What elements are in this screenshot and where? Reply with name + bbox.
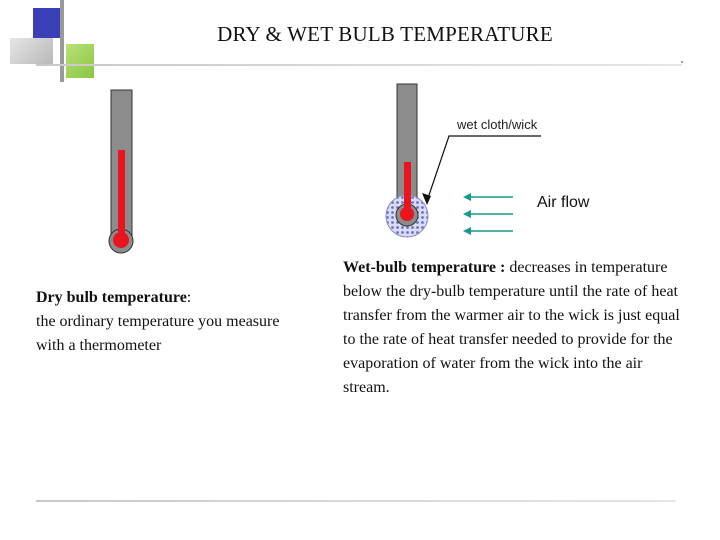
dry-bulb-description: the ordinary temperature you measure with a thermometer <box>36 313 280 354</box>
airflow-arrows <box>463 193 513 235</box>
airflow-arrow <box>463 210 513 218</box>
wick-pointer <box>422 136 541 205</box>
dry-mercury-bulb <box>113 232 129 248</box>
airflow-arrow <box>463 227 513 235</box>
airflow-label: Air flow <box>537 194 590 211</box>
dry-bulb-definition <box>36 286 296 358</box>
dry-bulb-term: Dry bulb temperature <box>36 289 187 306</box>
wet-mercury-column <box>404 162 411 214</box>
airflow-arrow <box>463 193 513 201</box>
slide-title: DRY & WET BULB TEMPERATURE <box>217 22 553 46</box>
wet-bulb-thermometer <box>386 84 428 237</box>
wet-bulb-description: decreases in temperature below the dry-bulb temperature until the rate of heat transfer from the warmer air to the wick is just equal to the rate of heat transfer needed to provide for the evaporation of water from the wick into the air stream. <box>343 259 680 396</box>
dry-bulb-separator: : <box>186 289 192 306</box>
wet-mercury-bulb <box>400 207 414 221</box>
dry-bulb-thermometer <box>109 90 133 253</box>
wet-bulb-term: Wet-bulb temperature : <box>343 259 506 276</box>
wick-label: wet cloth/wick <box>457 117 538 132</box>
wet-bulb-definition <box>343 256 693 400</box>
dry-mercury-column <box>118 150 125 242</box>
